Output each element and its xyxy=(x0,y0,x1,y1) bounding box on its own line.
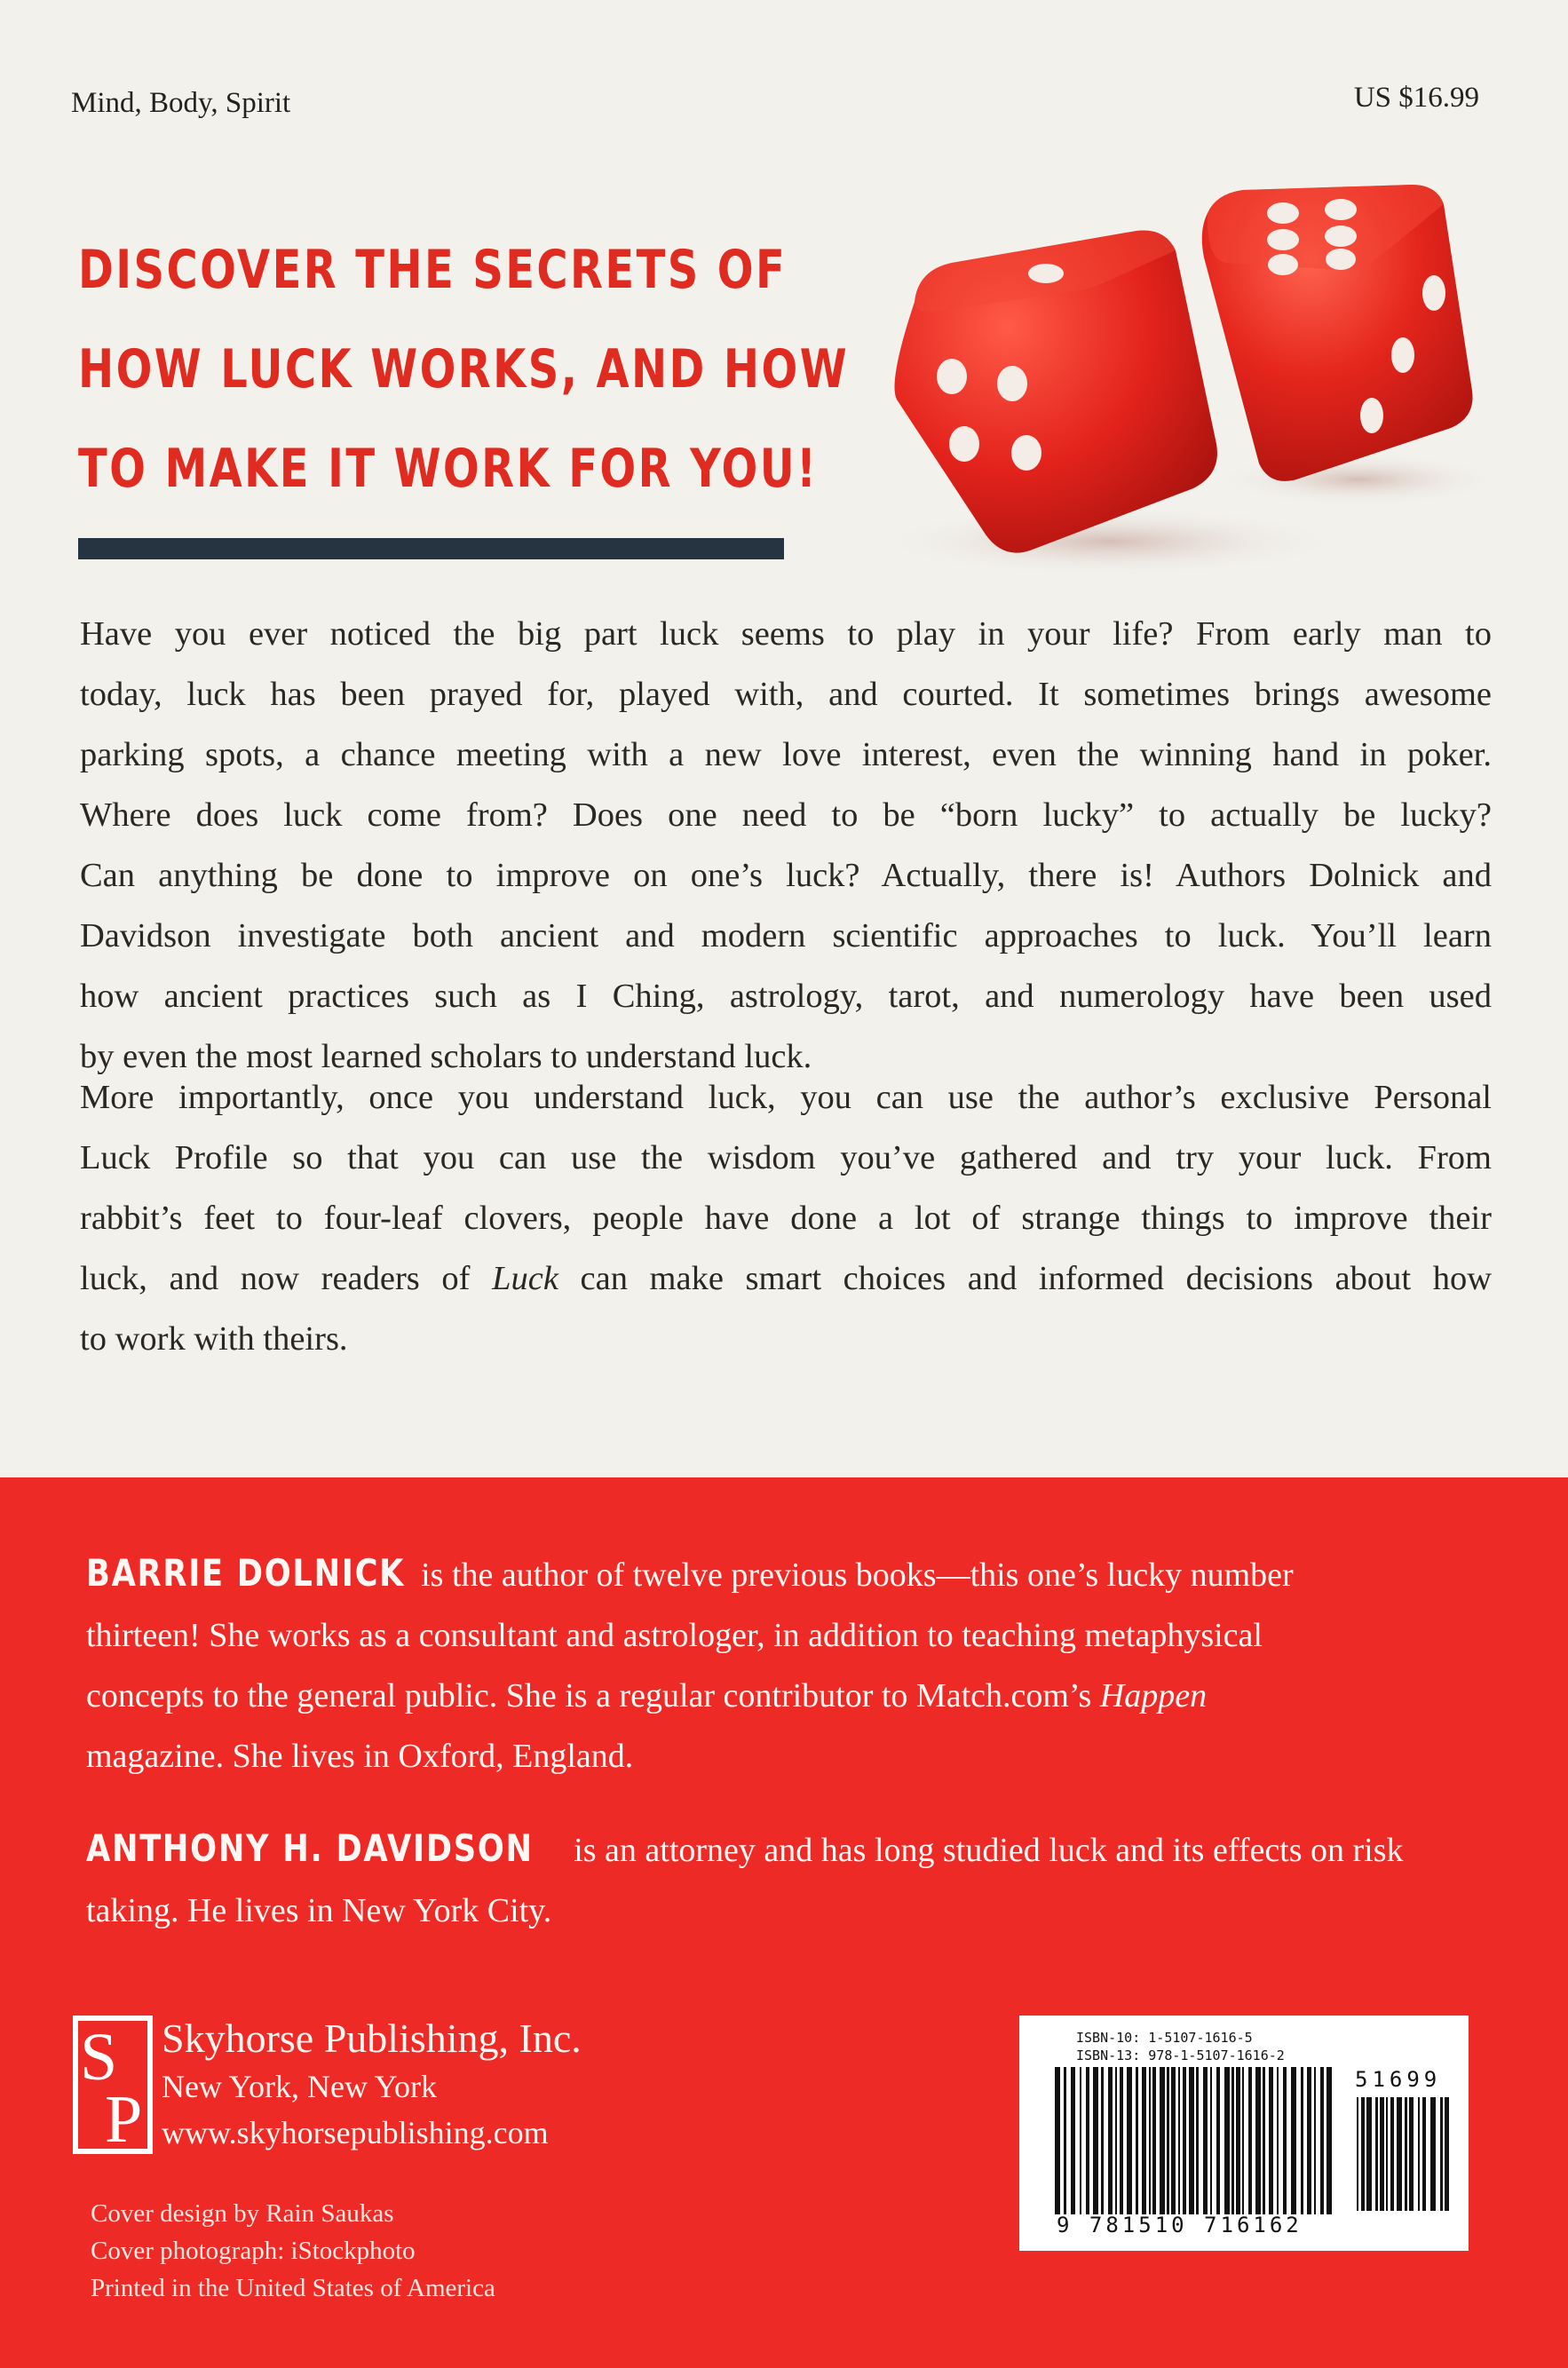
barcode-stripe xyxy=(1326,2067,1332,2214)
price-label: US $16.99 xyxy=(1353,82,1479,114)
barcode-stripe xyxy=(1149,2067,1151,2214)
blurb-line: parking spots, a chance meeting with a new love interest, even the winning hand in poker. xyxy=(80,736,1492,773)
isbn-13: ISBN-13: 978-1-5107-1616-2 xyxy=(1076,2047,1285,2063)
barcode-stripe xyxy=(1055,2067,1060,2214)
blurb-line: Davidson investigate both ancient and modern scientific approaches to luck. You’ll learn xyxy=(80,917,1492,954)
barcode-stripe xyxy=(1224,2067,1230,2214)
barcode-stripe xyxy=(1291,2067,1296,2214)
barcode-digits: 9 781510 716162 xyxy=(1057,2213,1303,2237)
barcode-stripe xyxy=(1440,2097,1443,2211)
die-six xyxy=(1202,185,1473,481)
red-dice-photo xyxy=(879,178,1483,586)
blurb-line: to work with theirs. xyxy=(80,1320,348,1358)
barcode-stripe xyxy=(1366,2097,1372,2211)
barcode-stripe xyxy=(1418,2097,1420,2211)
barcode-stripe xyxy=(1301,2067,1303,2214)
barcode-stripe xyxy=(1375,2097,1378,2211)
die-four xyxy=(895,230,1217,552)
barcode-stripe xyxy=(1269,2067,1273,2214)
barcode-stripe xyxy=(1386,2097,1388,2211)
barcode-stripe xyxy=(1064,2067,1066,2214)
barcode-stripe xyxy=(1248,2067,1252,2214)
bio-line xyxy=(86,1666,1489,1726)
magazine-title-italic: Happen xyxy=(1099,1677,1208,1715)
barcode-bars xyxy=(1053,2067,1337,2214)
barcode-stripe xyxy=(1307,2067,1311,2214)
author-bio-dolnick xyxy=(86,1543,1489,1786)
cover-credits xyxy=(91,2195,495,2307)
blurb-text: can make smart choices and informed decisions about how xyxy=(558,1260,1492,1297)
barcode-stripe xyxy=(1216,2067,1220,2214)
addon-barcode-bars xyxy=(1355,2097,1453,2211)
barcode-stripe xyxy=(1080,2067,1081,2214)
barcode-stripe xyxy=(1086,2067,1089,2214)
barcode-stripe xyxy=(1108,2067,1113,2214)
barcode-stripe xyxy=(1093,2067,1098,2214)
blurb-line xyxy=(80,1248,1492,1309)
barcode-stripe xyxy=(1160,2067,1165,2214)
skyhorse-logo-icon xyxy=(73,2016,153,2154)
author-name: ANTHONY H. DAVIDSON xyxy=(86,1826,534,1870)
blurb-line: Where does luck come from? Does one need to be “born lucky” to actually be lucky? xyxy=(80,796,1492,834)
barcode-stripe xyxy=(1142,2067,1146,2214)
headline-rule xyxy=(78,538,784,559)
barcode-stripe xyxy=(1314,2067,1316,2214)
barcode-stripe xyxy=(1390,2097,1394,2211)
barcode-stripe xyxy=(1167,2067,1169,2214)
logo-letter: S xyxy=(80,2020,118,2095)
barcode-stripe xyxy=(1115,2067,1117,2214)
publisher-info xyxy=(162,2014,582,2156)
barcode-stripe xyxy=(1101,2067,1104,2214)
credit-line: Printed in the United States of America xyxy=(91,2274,495,2302)
barcode-stripe xyxy=(1210,2067,1212,2214)
bio-text: concepts to the general public. She is a regular contributor to Match.com’s xyxy=(86,1677,1100,1715)
isbn-barcode xyxy=(1019,2016,1469,2251)
barcode-stripe xyxy=(1405,2097,1407,2211)
publisher-website: www.skyhorsepublishing.com xyxy=(162,2115,549,2150)
barcode-stripe xyxy=(1203,2067,1208,2214)
bio-line: magazine. She lives in Oxford, England. xyxy=(86,1738,634,1775)
blurb-line: by even the most learned scholars to understand luck. xyxy=(80,1038,812,1075)
credit-line: Cover design by Rain Saukas xyxy=(91,2199,394,2228)
credit-line: Cover photograph: iStockphoto xyxy=(91,2237,416,2265)
blurb-line: Have you ever noticed the big part luck seems to play in your life? From early man to xyxy=(80,615,1492,653)
barcode-stripe xyxy=(1120,2067,1123,2214)
barcode-stripe xyxy=(1196,2067,1199,2214)
blurb-paragraph-1 xyxy=(80,604,1492,1087)
bio-line: taking. He lives in New York City. xyxy=(86,1892,552,1929)
logo-letter: P xyxy=(105,2082,143,2154)
author-bio-davidson xyxy=(86,1818,1489,1941)
barcode-stripe xyxy=(1361,2097,1365,2211)
publisher-name: Skyhorse Publishing, Inc. xyxy=(162,2016,582,2061)
blurb-line: Can anything be done to improve on one’s luck? Actually, there is! Authors Dolnick and xyxy=(80,857,1492,894)
barcode-stripe xyxy=(1320,2067,1324,2214)
bio-line xyxy=(86,1543,1489,1605)
blurb-line: Luck Profile so that you can use the wisdom you’ve gathered and try your luck. From xyxy=(80,1139,1492,1176)
barcode-stripe xyxy=(1422,2097,1426,2211)
bio-line xyxy=(86,1818,1489,1881)
blurb-line: how ancient practices such as I Ching, astrology, tarot, and numerology have been used xyxy=(80,978,1492,1015)
barcode-stripe xyxy=(1409,2097,1414,2211)
barcode-stripe xyxy=(1380,2097,1384,2211)
price-code: 51699 xyxy=(1355,2067,1442,2092)
barcode-stripe xyxy=(1263,2067,1265,2214)
barcode-stripe xyxy=(1283,2067,1287,2214)
blurb-paragraph-2 xyxy=(80,1067,1492,1369)
bio-line: thirteen! She works as a consultant and astrologer, in addition to teaching metaphysical xyxy=(86,1617,1263,1654)
author-name: BARRIE DOLNICK xyxy=(86,1551,406,1595)
blurb-text: luck, and now readers of xyxy=(80,1260,493,1297)
barcode-stripe xyxy=(1152,2067,1156,2214)
bio-text: is the author of twelve previous books—this one’s lucky number xyxy=(412,1556,1294,1594)
barcode-stripe xyxy=(1189,2067,1194,2214)
blurb-line: today, luck has been prayed for, played with, and courted. It sometimes brings awesome xyxy=(80,676,1492,713)
barcode-stripe xyxy=(1231,2067,1234,2214)
blurb-line: rabbit’s feet to four-leaf clovers, people have done a lot of strange things to improve their xyxy=(80,1200,1492,1237)
barcode-stripe xyxy=(1178,2067,1180,2214)
barcode-stripe xyxy=(1127,2067,1132,2214)
headline-line: DISCOVER THE SECRETS OF xyxy=(78,239,788,301)
book-title-italic: Luck xyxy=(492,1260,558,1297)
category-label: Mind, Body, Spirit xyxy=(71,87,291,119)
barcode-stripe xyxy=(1445,2097,1449,2211)
barcode-stripe xyxy=(1071,2067,1075,2214)
barcode-stripe xyxy=(1255,2067,1261,2214)
barcode-stripe xyxy=(1236,2067,1240,2214)
barcode-stripe xyxy=(1397,2097,1402,2211)
headline-line: TO MAKE IT WORK FOR YOU! xyxy=(78,438,819,500)
isbn-10: ISBN-10: 1-5107-1616-5 xyxy=(1076,2030,1253,2046)
barcode-stripe xyxy=(1357,2097,1358,2211)
barcode-stripe xyxy=(1430,2097,1436,2211)
publisher-city: New York, New York xyxy=(162,2069,438,2104)
barcode-stripe xyxy=(1171,2067,1176,2214)
barcode-stripe xyxy=(1136,2067,1138,2214)
headline xyxy=(78,220,850,519)
headline-line: HOW LUCK WORKS, AND HOW xyxy=(78,338,850,400)
bio-text: is an attorney and has long studied luck and its effects on risk xyxy=(565,1832,1404,1869)
barcode-stripe xyxy=(1242,2067,1244,2214)
barcode-stripe xyxy=(1277,2067,1279,2214)
barcode-stripe xyxy=(1183,2067,1186,2214)
blurb-line: More importantly, once you understand luck, you can use the author’s exclusive Personal xyxy=(80,1079,1492,1116)
